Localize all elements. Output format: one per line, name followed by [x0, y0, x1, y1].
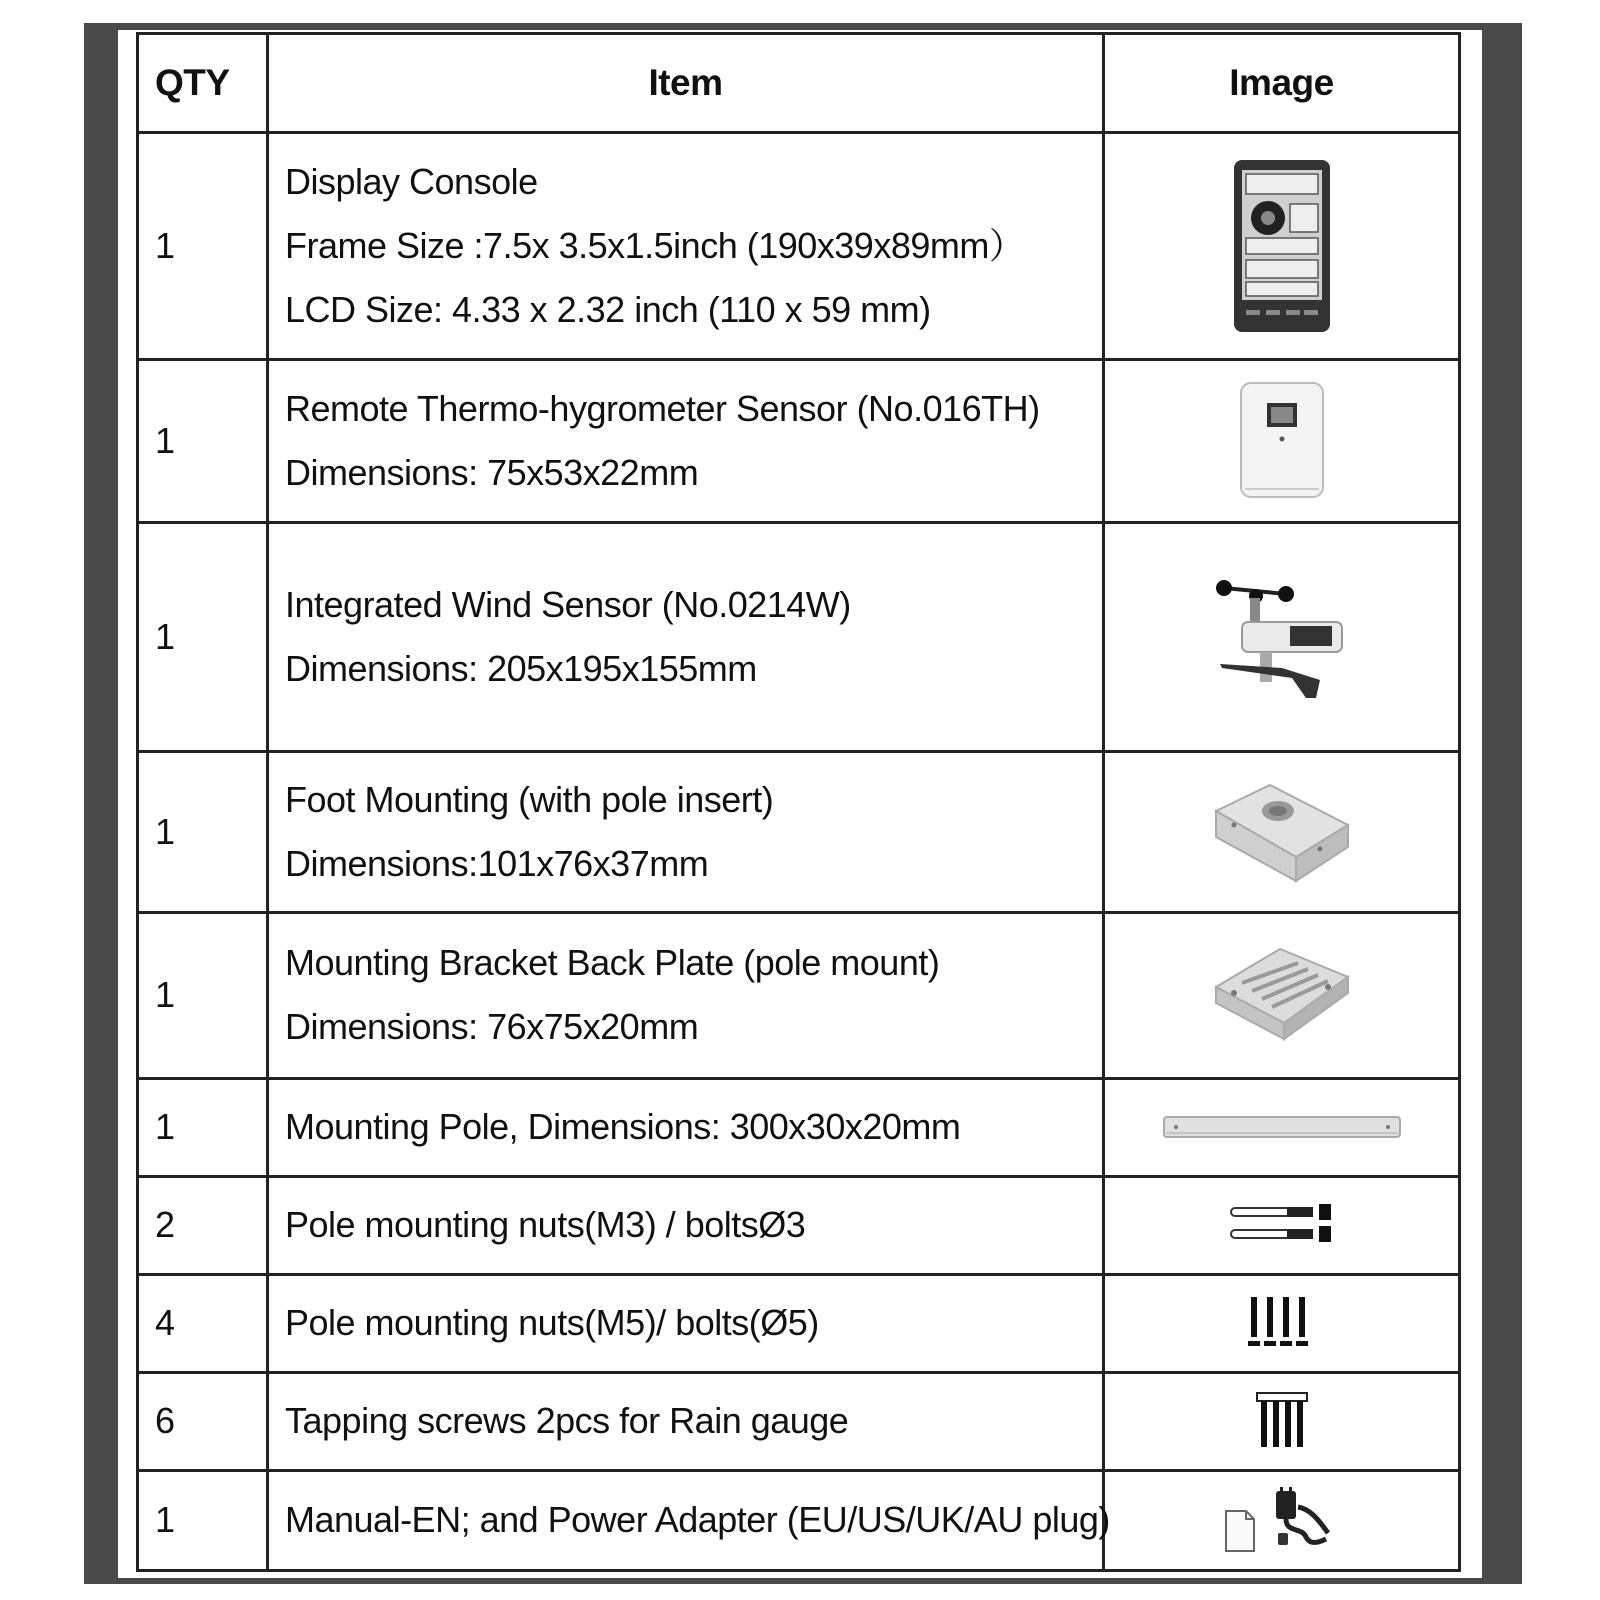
- manual-and-adapter-icon: [1222, 1487, 1342, 1553]
- qty-cell: 2: [138, 1176, 268, 1274]
- qty-cell: 1: [138, 913, 268, 1078]
- table-row: [138, 1078, 1460, 1176]
- table-row: [138, 359, 1460, 522]
- table-row: [138, 1274, 1460, 1372]
- item-cell: [268, 913, 1104, 1078]
- qty-cell: 1: [138, 751, 268, 912]
- table-row: [138, 133, 1460, 360]
- mounting-pole-icon: [1162, 1112, 1402, 1142]
- qty-cell: 1: [138, 359, 268, 522]
- item-line: Display Console: [285, 160, 538, 202]
- item-line: Dimensions:101x76x37mm: [285, 843, 709, 885]
- table-row: [138, 751, 1460, 912]
- table-row: [138, 1470, 1460, 1570]
- item-cell: [268, 523, 1104, 752]
- item-cell: [268, 1372, 1104, 1470]
- foot-mounting-icon: [1212, 777, 1352, 887]
- wind-sensor-icon: [1212, 572, 1352, 702]
- header-row: [138, 34, 1460, 133]
- frame-bottom: [84, 1578, 1522, 1584]
- table-row: [138, 913, 1460, 1078]
- item-line: Pole mounting nuts(M5)/ bolts(Ø5): [285, 1302, 819, 1344]
- qty-cell: 1: [138, 1470, 268, 1570]
- m3-bolts-icon: [1227, 1202, 1337, 1248]
- image-cell: [1104, 359, 1460, 522]
- item-cell: [268, 1470, 1110, 1570]
- frame-right: [1482, 23, 1522, 1583]
- qty-cell: 6: [138, 1372, 268, 1470]
- qty-header: QTY: [138, 34, 268, 133]
- qty-cell: 1: [138, 1078, 268, 1176]
- m5-bolts-icon: [1247, 1295, 1317, 1351]
- table-row: [138, 1372, 1460, 1470]
- item-line: Dimensions: 76x75x20mm: [285, 1006, 699, 1048]
- image-cell: [1104, 1274, 1460, 1372]
- item-cell: [268, 751, 1104, 912]
- table-row: [138, 523, 1460, 752]
- table-row: [138, 1176, 1460, 1274]
- qty-cell: 4: [138, 1274, 268, 1372]
- item-cell: [268, 1274, 1104, 1372]
- image-cell: [1104, 133, 1460, 360]
- image-cell: [1104, 1470, 1460, 1570]
- power-adapter-icon: [1276, 1487, 1328, 1545]
- image-cell: [1104, 1372, 1460, 1470]
- qty-cell: 1: [138, 523, 268, 752]
- item-line: Tapping screws 2pcs for Rain gauge: [285, 1400, 849, 1442]
- item-line: Mounting Pole, Dimensions: 300x30x20mm: [285, 1106, 961, 1148]
- image-cell: [1104, 751, 1460, 912]
- bracket-back-plate-icon: [1212, 943, 1352, 1047]
- item-line: Remote Thermo-hygrometer Sensor (No.016TH): [285, 387, 1040, 429]
- frame-top: [84, 23, 1522, 30]
- package-contents-table: [136, 32, 1461, 1572]
- image-cell: [1104, 1176, 1460, 1274]
- item-line: Dimensions: 75x53x22mm: [285, 451, 699, 493]
- display-console-icon: [1232, 158, 1332, 334]
- image-cell: [1104, 913, 1460, 1078]
- tapping-screws-icon: [1255, 1391, 1309, 1451]
- item-line: Dimensions: 205x195x155mm: [285, 648, 757, 689]
- item-cell: [268, 359, 1104, 522]
- qty-cell: 1: [138, 133, 268, 360]
- image-cell: [1104, 523, 1460, 752]
- frame-left: [84, 23, 118, 1583]
- item-line: Foot Mounting (with pole insert): [285, 779, 774, 821]
- image-cell: [1104, 1078, 1460, 1176]
- item-line: LCD Size: 4.33 x 2.32 inch (110 x 59 mm): [285, 288, 931, 330]
- item-line: Pole mounting nuts(M3) / boltsØ3: [285, 1204, 806, 1246]
- image-header: Image: [1104, 34, 1460, 133]
- item-line: Frame Size :7.5x 3.5x1.5inch (190x39x89mm）: [285, 224, 1025, 266]
- manual-document-icon: [1226, 1511, 1254, 1551]
- item-cell: [268, 133, 1104, 360]
- item-header: Item: [268, 34, 1104, 133]
- item-cell: [268, 1176, 1104, 1274]
- item-cell: [268, 1078, 1104, 1176]
- item-line: Integrated Wind Sensor (No.0214W): [285, 584, 851, 625]
- item-line: Manual-EN; and Power Adapter (EU/US/UK/AU plug): [285, 1499, 1110, 1541]
- thermo-hygrometer-sensor-icon: [1237, 381, 1327, 501]
- item-line: Mounting Bracket Back Plate (pole mount): [285, 942, 940, 984]
